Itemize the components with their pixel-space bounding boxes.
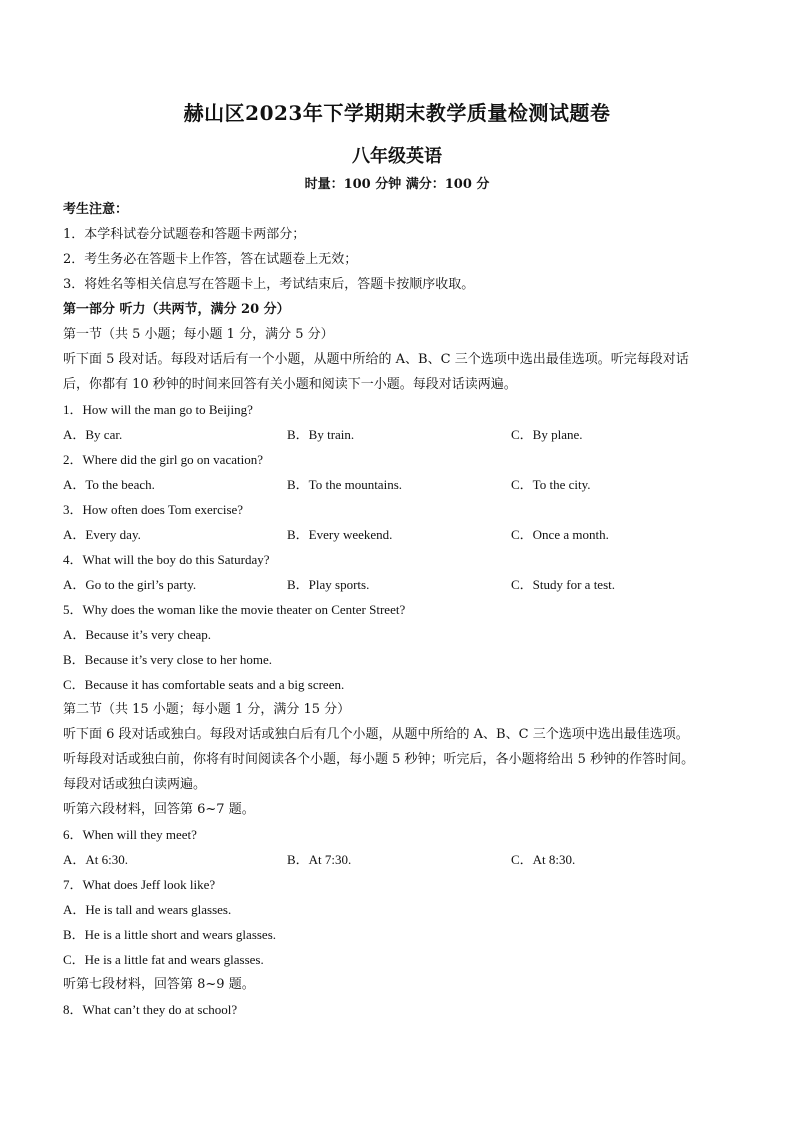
material-7-note: 听第七段材料，回答第 8~9 题。 xyxy=(63,977,255,992)
question-5-stem: 5．Why does the woman like the movie theater on Center Street? xyxy=(63,602,406,617)
section2-heading: 第二节（共 15 小题；每小题 1 分，满分 15 分） xyxy=(63,702,351,717)
option-a: A．He is tall and wears glasses. xyxy=(63,902,232,917)
exam-subtitle: 八年级英语 xyxy=(352,146,442,167)
option-b: B．He is a little short and wears glasses. xyxy=(63,927,277,942)
exam-title: 赫山区2023年下学期期末教学质量检测试题卷 xyxy=(183,101,611,125)
option-c: C．By plane. xyxy=(511,427,583,442)
option-c: C．Study for a test. xyxy=(511,577,615,592)
question-3-options xyxy=(63,522,753,547)
part1-heading: 第一部分 听力（共两节，满分 20 分） xyxy=(63,302,290,317)
option-a: A．Because it’s very cheap. xyxy=(63,627,212,642)
option-c: C．At 8:30. xyxy=(511,852,576,867)
question-4-stem: 4．What will the boy do this Saturday? xyxy=(63,552,270,567)
notice-item: 1．本学科试卷分试题卷和答题卡两部分； xyxy=(63,227,306,242)
notice-item: 2．考生务必在答题卡上作答，答在试题卷上无效； xyxy=(63,252,358,267)
question-8-stem: 8．What can’t they do at school? xyxy=(63,1002,238,1017)
question-6-stem: 6．When will they meet? xyxy=(63,827,197,842)
option-a: A．At 6:30. xyxy=(63,852,129,867)
option-c: C．To the city. xyxy=(511,477,591,492)
question-7-stem: 7．What does Jeff look like? xyxy=(63,877,216,892)
option-b: B．Play sports. xyxy=(287,577,370,592)
option-b: B．Every weekend. xyxy=(287,527,393,542)
section2-instructions: 每段对话或独白读两遍。 xyxy=(63,777,207,792)
option-a: A．To the beach. xyxy=(63,477,155,492)
option-a: A．Go to the girl’s party. xyxy=(63,577,197,592)
option-b: B．Because it’s very close to her home. xyxy=(63,652,273,667)
question-4-options xyxy=(63,572,753,597)
exam-body xyxy=(63,197,753,1022)
option-c: C．Once a month. xyxy=(511,527,609,542)
notice-heading: 考生注意： xyxy=(63,202,129,217)
section2-instructions: 听每段对话或独白前，你将有时间阅读各个小题，每小题 5 秒钟；听完后，各小题将给出 5 秒钟的作答时间。 xyxy=(63,752,695,767)
option-b: B．By train. xyxy=(287,427,355,442)
option-a: A．By car. xyxy=(63,427,123,442)
question-3-stem: 3．How often does Tom exercise? xyxy=(63,502,244,517)
option-a: A．Every day. xyxy=(63,527,141,542)
section1-instructions: 听下面 5 段对话。每段对话后有一个小题，从题中所给的 A、B、C 三个选项中选出最佳选项。听完每段对话 xyxy=(63,352,689,367)
section1-heading: 第一节（共 5 小题；每小题 1 分，满分 5 分） xyxy=(63,327,334,342)
option-b: B．To the mountains. xyxy=(287,477,403,492)
notice-item: 3．将姓名等相关信息写在答题卡上，考试结束后，答题卡按顺序收取。 xyxy=(63,277,475,292)
question-1-options xyxy=(63,422,753,447)
section1-instructions: 后，你都有 10 秒钟的时间来回答有关小题和阅读下一小题。每段对话读两遍。 xyxy=(63,377,517,392)
option-c: C．Because it has comfortable seats and a big screen. xyxy=(63,677,345,692)
exam-meta: 时量：100 分钟 满分：100 分 xyxy=(304,177,490,192)
option-c: C．He is a little fat and wears glasses. xyxy=(63,952,264,967)
question-1-stem: 1．How will the man go to Beijing? xyxy=(63,402,253,417)
section2-instructions: 听下面 6 段对话或独白。每段对话或独白后有几个小题，从题中所给的 A、B、C 三个选项中选出最佳选项。 xyxy=(63,727,689,742)
option-b: B．At 7:30. xyxy=(287,852,352,867)
question-6-options xyxy=(63,847,753,872)
question-2-stem: 2．Where did the girl go on vacation? xyxy=(63,452,263,467)
material-6-note: 听第六段材料，回答第 6~7 题。 xyxy=(63,802,255,817)
question-2-options xyxy=(63,472,753,497)
